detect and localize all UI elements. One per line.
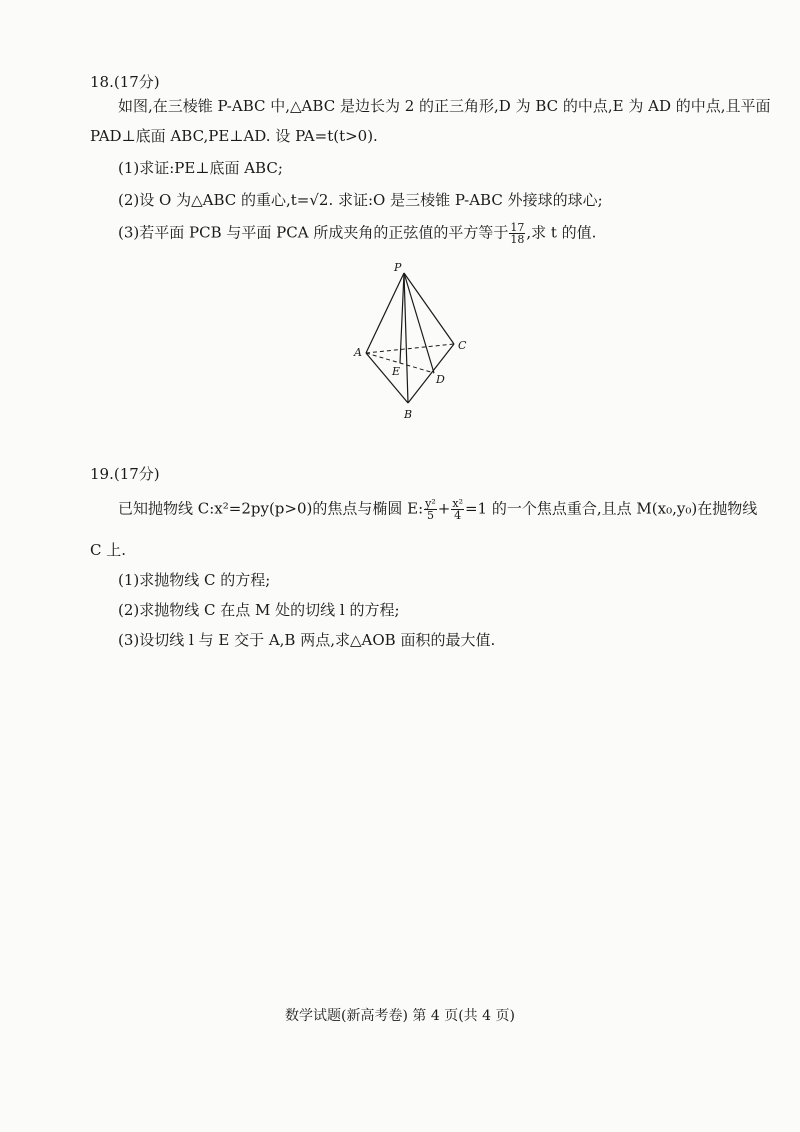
- label-A: A: [354, 346, 362, 359]
- q19-fraction-x: [451, 498, 464, 521]
- edge-PC: [404, 273, 454, 344]
- fraction-numerator: 17: [510, 221, 525, 234]
- label-P: P: [394, 261, 402, 274]
- q18-intro-line2: PAD⊥底面 ABC,PE⊥AD. 设 PA=t(t>0).: [90, 127, 378, 145]
- fraction-numerator: y²: [425, 497, 436, 510]
- q18-part2: (2)设 O 为△ABC 的重心,t=√2. 求证:O 是三棱锥 P-ABC 外接球的球心;: [118, 191, 603, 209]
- plus-sign: +: [437, 499, 451, 518]
- edge-PB: [404, 273, 408, 403]
- fraction-denominator: 18: [510, 233, 525, 246]
- q19-intro-tail: =1 的一个焦点重合,且点 M(x₀,y₀)在抛物线: [464, 499, 758, 518]
- q19-intro-text: 已知抛物线 C:x²=2py(p>0)的焦点与椭圆 E:: [118, 499, 424, 518]
- fraction-numerator: x²: [452, 497, 463, 510]
- q19-part1: (1)求抛物线 C 的方程;: [118, 571, 271, 589]
- q19-intro-line2: C 上.: [90, 541, 127, 559]
- fraction-denominator: 5: [426, 509, 434, 522]
- edge-AC-hidden: [366, 344, 454, 353]
- q19-intro-line1: [118, 498, 757, 521]
- edge-PD: [404, 273, 434, 373]
- q19-part2: (2)求抛物线 C 在点 M 处的切线 l 的方程;: [118, 601, 400, 619]
- edge-BC: [408, 344, 454, 403]
- label-C: C: [458, 339, 467, 352]
- edge-PA: [366, 273, 404, 353]
- q18-part3-tail: ,求 t 的值.: [526, 223, 597, 242]
- label-B: B: [404, 408, 413, 421]
- q19-fraction-y: [424, 498, 437, 521]
- q18-part3-text: (3)若平面 PCB 与平面 PCA 所成夹角的正弦值的平方等于: [118, 223, 509, 242]
- q19-heading: 19.(17分): [90, 465, 160, 483]
- page-footer: 数学试题(新高考卷) 第 4 页(共 4 页): [285, 1008, 515, 1024]
- label-D: D: [436, 373, 445, 386]
- fraction-denominator: 4: [454, 509, 462, 522]
- q18-heading: 18.(17分): [90, 73, 160, 91]
- edge-AB: [366, 353, 408, 403]
- q18-part3: [118, 222, 596, 245]
- q18-part1: (1)求证:PE⊥底面 ABC;: [118, 159, 283, 177]
- q18-intro-line1: 如图,在三棱锥 P-ABC 中,△ABC 是边长为 2 的正三角形,D 为 BC 的中点,E 为 AD 的中点,且平面: [118, 97, 771, 115]
- tetrahedron-figure: [330, 255, 480, 430]
- q19-part3: (3)设切线 l 与 E 交于 A,B 两点,求△AOB 面积的最大值.: [118, 631, 496, 649]
- label-E: E: [392, 365, 401, 378]
- q18-part3-fraction: [509, 222, 525, 245]
